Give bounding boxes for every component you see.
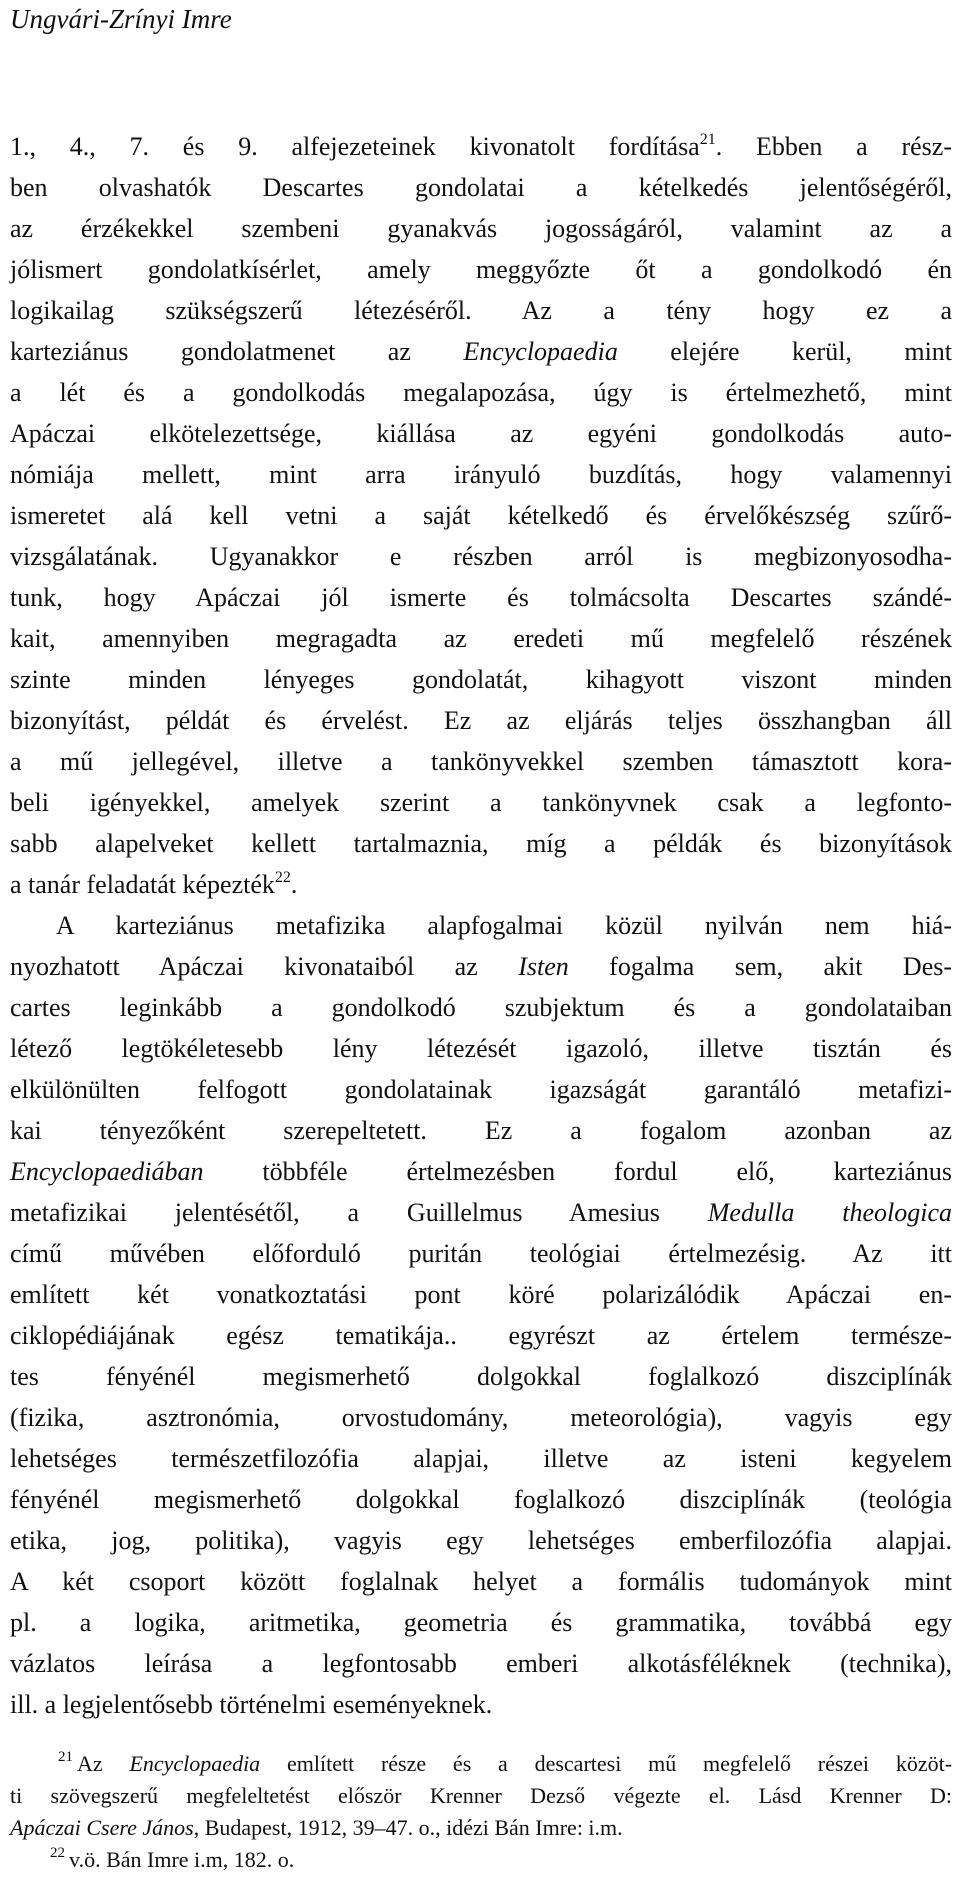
footnote-21-line: Apáczai Csere János, Budapest, 1912, 39–47. o., idézi Bán Imre: i.m. [10,1815,623,1840]
text-line: ismeretet alá kell vetni a saját kételkedő és érvelőkészség szűrő- [10,501,952,530]
text-line: cartes leginkább a gondolkodó szubjektum és a gondolataiban [10,993,952,1022]
text-line: (fizika, asztronómia, orvostudomány, meteorológia), vagyis egy [10,1403,952,1432]
text-line: tunk, hogy Apáczai jól ismerte és tolmácsolta Descartes szándé- [10,583,952,612]
italic-title: Medulla theologica [707,1198,952,1227]
footnote-number: 22 [50,1845,65,1861]
text-line: említett két vonatkoztatási pont köré polarizálódik Apáczai en- [10,1280,952,1309]
text-line: Encyclopaediában többféle értelmezésben fordul elő, karteziánus [10,1157,953,1186]
body-text [10,126,952,1725]
text-line: a mű jellegével, illetve a tankönyvekkel szemben támasztott kora- [10,747,952,776]
footnotes [10,1748,952,1876]
text-line: jólismert gondolatkísérlet, amely meggyőzte őt a gondolkodó én [10,255,952,284]
text-line: logikailag szükségszerű létezéséről. Az a tény hogy ez a [10,296,952,325]
italic-title: Encyclopaedia [463,337,618,366]
text-line: etika, jog, politika), vagyis egy lehetséges emberfilozófia alapjai. [10,1526,952,1555]
footnote-21: $^{21}$ Az Encyclopaedia említett része és a descartesi mű megfelelő részei közöt- [58,1749,953,1776]
text-line: című művében előforduló puritán teológiai értelmezésig. Az itt [10,1239,952,1268]
text-line: kai tényezőként szerepeltetett. Ez a fogalom azonban az [10,1116,952,1145]
text-line: kait, amennyiben megragadta az eredeti mű megfelelő részének [10,624,952,653]
italic-title: Encyclopaediában [10,1157,204,1186]
footnote-22: $^{22}$ v.ö. Bán Imre i.m, 182. o. [50,1845,295,1872]
text-line: vizsgálatának. Ugyanakkor e részben arról is megbizonyosodha- [10,542,952,571]
text-line: A karteziánus metafizika alapfogalmai közül nyilván nem hiá- [56,911,952,940]
footnote-ref-21[interactable]: 21 [699,131,716,148]
text-line: karteziánus gondolatmenet az Encyclopaedia elejére kerül, mint [10,337,953,366]
text-line: bizonyítást, példát és érvelést. Ez az eljárás teljes összhangban áll [10,706,952,735]
text-line: sabb alapelveket kellett tartalmaznia, míg a példák és bizonyítások [10,829,952,858]
text-line: beli igényekkel, amelyek szerint a tankönyvnek csak a legfonto- [10,788,952,817]
text-line: ill. a legjelentősebb történelmi eseményeknek. [10,1690,493,1719]
text-line: a lét és a gondolkodás megalapozása, úgy is értelmezhető, mint [10,378,952,407]
text-line: elkülönülten felfogott gondolatainak igazságát garantáló metafizi- [10,1075,952,1104]
running-head: Ungvári-Zrínyi Imre [10,4,232,34]
text-line: nyozhatott Apáczai kivonataiból az Isten fogalma sem, akit Des- [10,952,953,981]
text-line: ciklopédiájának egész tematikája.. egyrészt az értelem természe- [10,1321,952,1350]
text-line: Apáczai elkötelezettsége, kiállása az egyéni gondolkodás auto- [10,419,952,448]
italic-title: Apáczai Csere János [10,1815,194,1840]
footnote-number: 21 [58,1749,73,1765]
text-line: lehetséges természetfilozófia alapjai, illetve az isteni kegyelem [10,1444,952,1473]
text-line: 1., 4., 7. és 9. alfejezeteinek kivonatolt fordítása$^{21}$. Ebben a rész- [10,131,952,161]
text-line: pl. a logika, aritmetika, geometria és grammatika, továbbá egy [10,1608,952,1637]
footnote-21-line: ti szövegszerű megfeleltetést először Krenner Dezső végezte el. Lásd Krenner D: [10,1783,952,1808]
text-line: A két csoport között foglalnak helyet a formális tudományok mint [10,1567,952,1596]
italic-term: Isten [518,952,569,981]
text-line: fényénél megismerhető dolgokkal foglalkozó diszciplínák (teológia [10,1485,952,1514]
text-line: tes fényénél megismerhető dolgokkal foglalkozó diszciplínák [10,1362,952,1391]
text-line: metafizikai jelentésétől, a Guillelmus Amesius Medulla theologica [10,1198,952,1227]
footnote-ref-22[interactable]: 22 [274,869,291,886]
text-line: szinte minden lényeges gondolatát, kihagyott viszont minden [10,665,952,694]
italic-title: Encyclopaedia [129,1751,261,1776]
text-line: az érzékekkel szembeni gyanakvás jogosságáról, valamint az a [10,214,952,243]
text-line: nómiája mellett, mint arra irányuló buzdítás, hogy valamennyi [10,460,952,489]
text-line: vázlatos leírása a legfontosabb emberi alkotásféléknek (technika), [10,1649,952,1678]
text-line: létező legtökéletesebb lény létezését igazoló, illetve tisztán és [10,1034,952,1063]
text-line: a tanár feladatát képezték$^{22}$. [10,869,298,899]
text-line: ben olvashatók Descartes gondolatai a kételkedés jelentőségéről, [10,173,952,202]
